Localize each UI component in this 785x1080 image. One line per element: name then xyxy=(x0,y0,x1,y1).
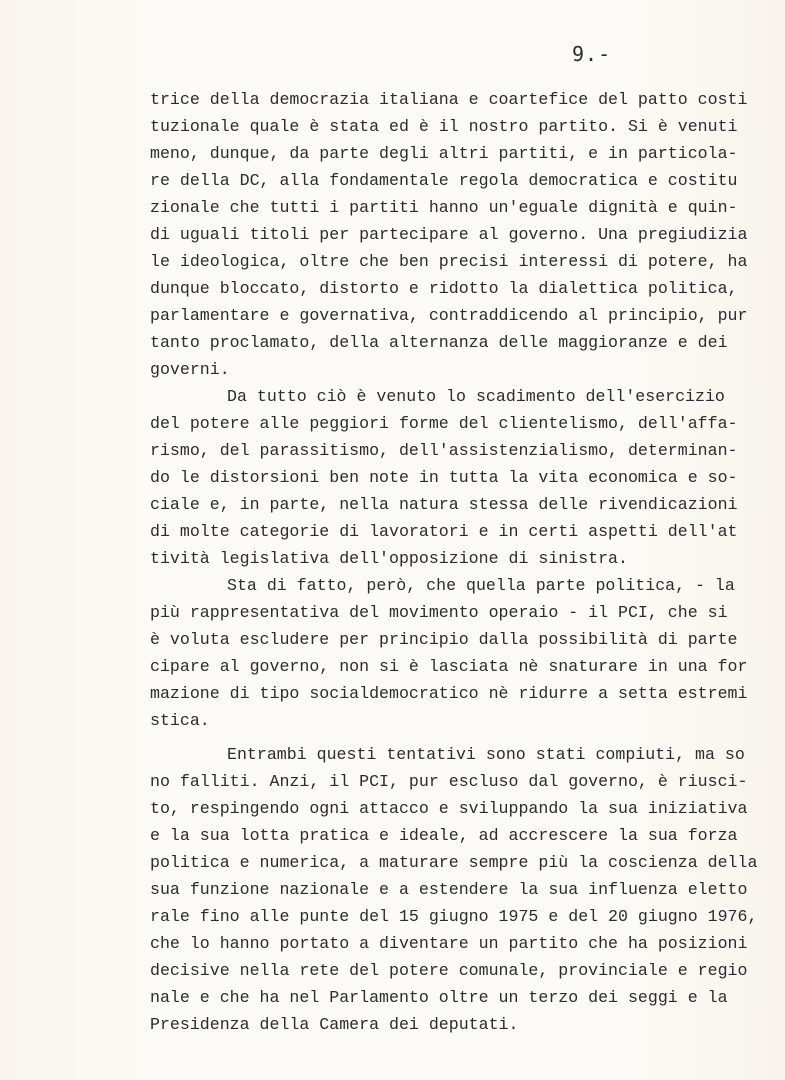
text-line: ciale e, in parte, nella natura stessa delle rivendicazioni xyxy=(150,495,738,514)
text-line: cipare al governo, non si è lasciata nè snaturare in una for xyxy=(150,657,748,676)
paragraph-start-line: Entrambi questi tentativi sono stati compiuti, ma so xyxy=(227,745,745,764)
text-line: trice della democrazia italiana e coartefice del patto costi xyxy=(150,90,748,109)
text-line: no falliti. Anzi, il PCI, pur escluso dal governo, è riusci- xyxy=(150,772,748,791)
text-line: tanto proclamato, della alternanza delle maggioranze e dei xyxy=(150,333,728,352)
page-number: 9.- xyxy=(572,42,612,66)
text-line: dunque bloccato, distorto e ridotto la dialettica politica, xyxy=(150,279,738,298)
text-line: più rappresentativa del movimento operaio - il PCI, che si xyxy=(150,603,728,622)
text-line: re della DC, alla fondamentale regola democratica e costitu xyxy=(150,171,738,190)
text-line: nale e che ha nel Parlamento oltre un terzo dei seggi e la xyxy=(150,988,728,1007)
text-line: parlamentare e governativa, contraddicendo al principio, pur xyxy=(150,306,748,325)
text-line: e la sua lotta pratica e ideale, ad accrescere la sua forza xyxy=(150,826,738,845)
paragraph-start-line: Sta di fatto, però, che quella parte politica, - la xyxy=(227,576,735,595)
text-line: tività legislativa dell'opposizione di sinistra. xyxy=(150,549,628,568)
text-line: governi. xyxy=(150,360,230,379)
text-line: decisive nella rete del potere comunale, provinciale e regio xyxy=(150,961,748,980)
text-line: del potere alle peggiori forme del clientelismo, dell'affa- xyxy=(150,414,738,433)
text-line: rale fino alle punte del 15 giugno 1975 e del 20 giugno 1976, xyxy=(150,907,758,926)
text-line: do le distorsioni ben note in tutta la vita economica e so- xyxy=(150,468,738,487)
text-line: che lo hanno portato a diventare un partito che ha posizioni xyxy=(150,934,748,953)
text-line: rismo, del parassitismo, dell'assistenzialismo, determinan- xyxy=(150,441,738,460)
text-line: sua funzione nazionale e a estendere la sua influenza eletto xyxy=(150,880,748,899)
text-line: zionale che tutti i partiti hanno un'eguale dignità e quin- xyxy=(150,198,738,217)
text-line: è voluta escludere per principio dalla possibilità di parte xyxy=(150,630,738,649)
text-line: to, respingendo ogni attacco e sviluppando la sua iniziativa xyxy=(150,799,748,818)
text-line: politica e numerica, a maturare sempre più la coscienza della xyxy=(150,853,758,872)
text-line: meno, dunque, da parte degli altri partiti, e in particola- xyxy=(150,144,738,163)
paragraph-start-line: Da tutto ciò è venuto lo scadimento dell'esercizio xyxy=(227,387,725,406)
text-line: Presidenza della Camera dei deputati. xyxy=(150,1015,519,1034)
text-line: di molte categorie di lavoratori e in certi aspetti dell'at xyxy=(150,522,738,541)
text-line: di uguali titoli per partecipare al governo. Una pregiudizia xyxy=(150,225,748,244)
text-line: le ideologica, oltre che ben precisi interessi di potere, ha xyxy=(150,252,748,271)
text-line: stica. xyxy=(150,711,210,730)
text-line: mazione di tipo socialdemocratico nè ridurre a setta estremi xyxy=(150,684,748,703)
text-line: tuzionale quale è stata ed è il nostro partito. Si è venuti xyxy=(150,117,738,136)
